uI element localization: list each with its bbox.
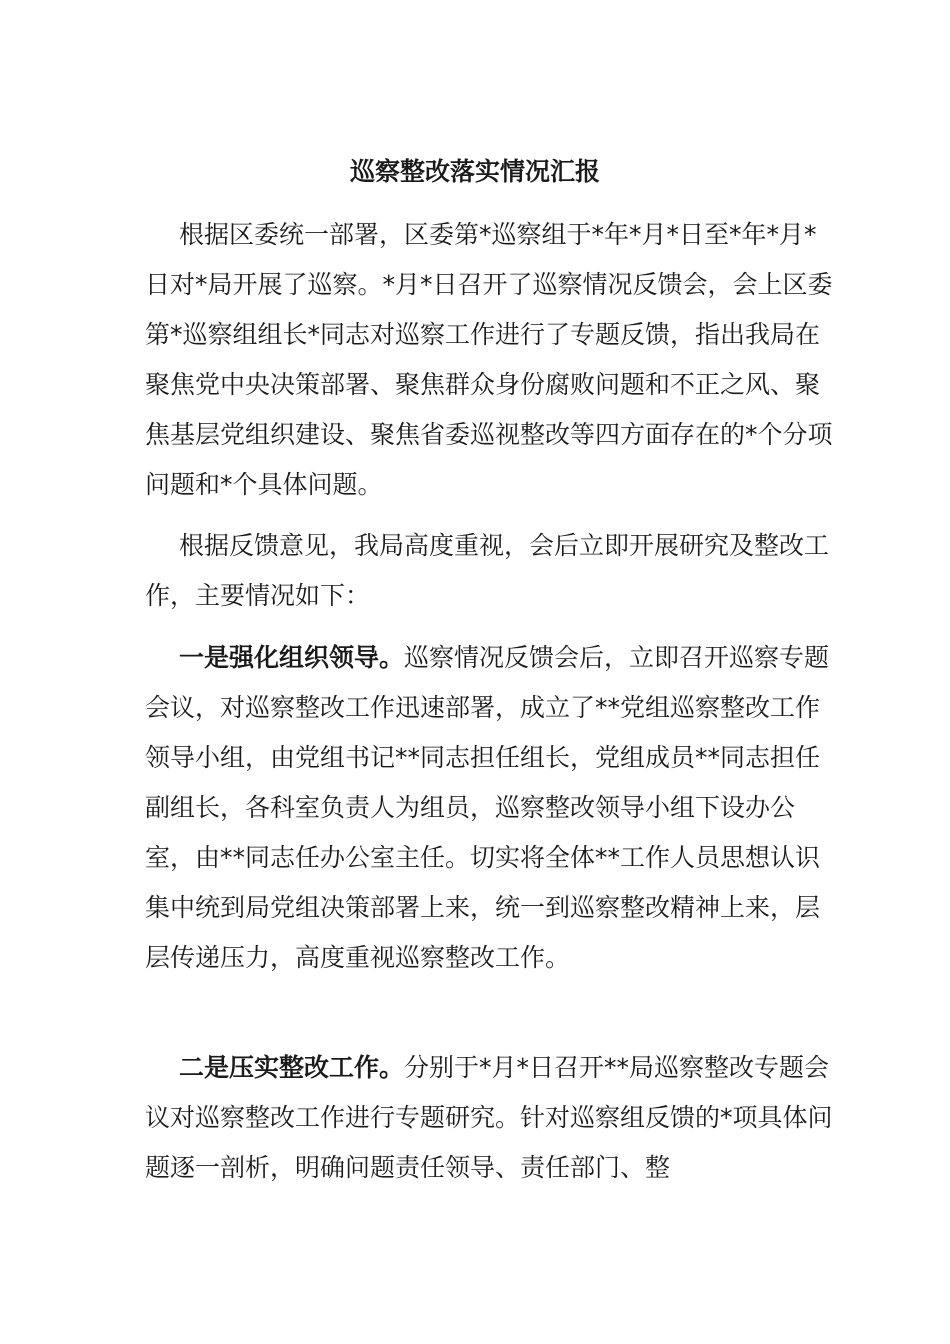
paragraph-rectification-work [145,1043,835,1193]
paragraph-lead-heading: 二是压实整改工作。 [179,1053,405,1082]
paragraph-body: 分别于*月*日召开**局巡察整改专题会议对巡察整改工作进行专题研究。针对巡察组反馈的*项具体问题逐一剖析，明确问题责任领导、责任部门、整 [145,1053,833,1182]
paragraph-background: 根据区委统一部署，区委第*巡察组于*年*月*日至*年*月*日对*局开展了巡察。*月*日召开了巡察情况反馈会，会上区委第*巡察组组长*同志对巡察工作进行了专题反馈，指出我局在聚焦党中央决策部署、聚焦群众身份腐败问题和不正之风、聚焦基层党组织建设、聚焦省委巡视整改等四方面存在的*个分项问题和*个具体问题。 [145,220,833,499]
paragraph-lead-heading: 一是强化组织领导。 [179,643,405,672]
document-title: 巡察整改落实情况汇报 [349,157,600,186]
paragraph-organization-leadership [145,633,835,983]
paragraph-body: 巡察情况反馈会后，立即召开巡察专题会议，对巡察整改工作迅速部署，成立了**党组巡察整改工作领导小组，由党组书记**同志担任组长，党组成员**同志担任副组长，各科室负责人为组员，巡察整改领导小组下设办公室，由**同志任办公室主任。切实将全体**工作人员思想认识集中统到局党组决策部署上来，统一到巡察整改精神上来，层层传递压力，高度重视巡察整改工作。 [145,643,830,972]
paragraph-response: 根据反馈意见，我局高度重视，会后立即开展研究及整改工作，主要情况如下： [145,531,830,610]
